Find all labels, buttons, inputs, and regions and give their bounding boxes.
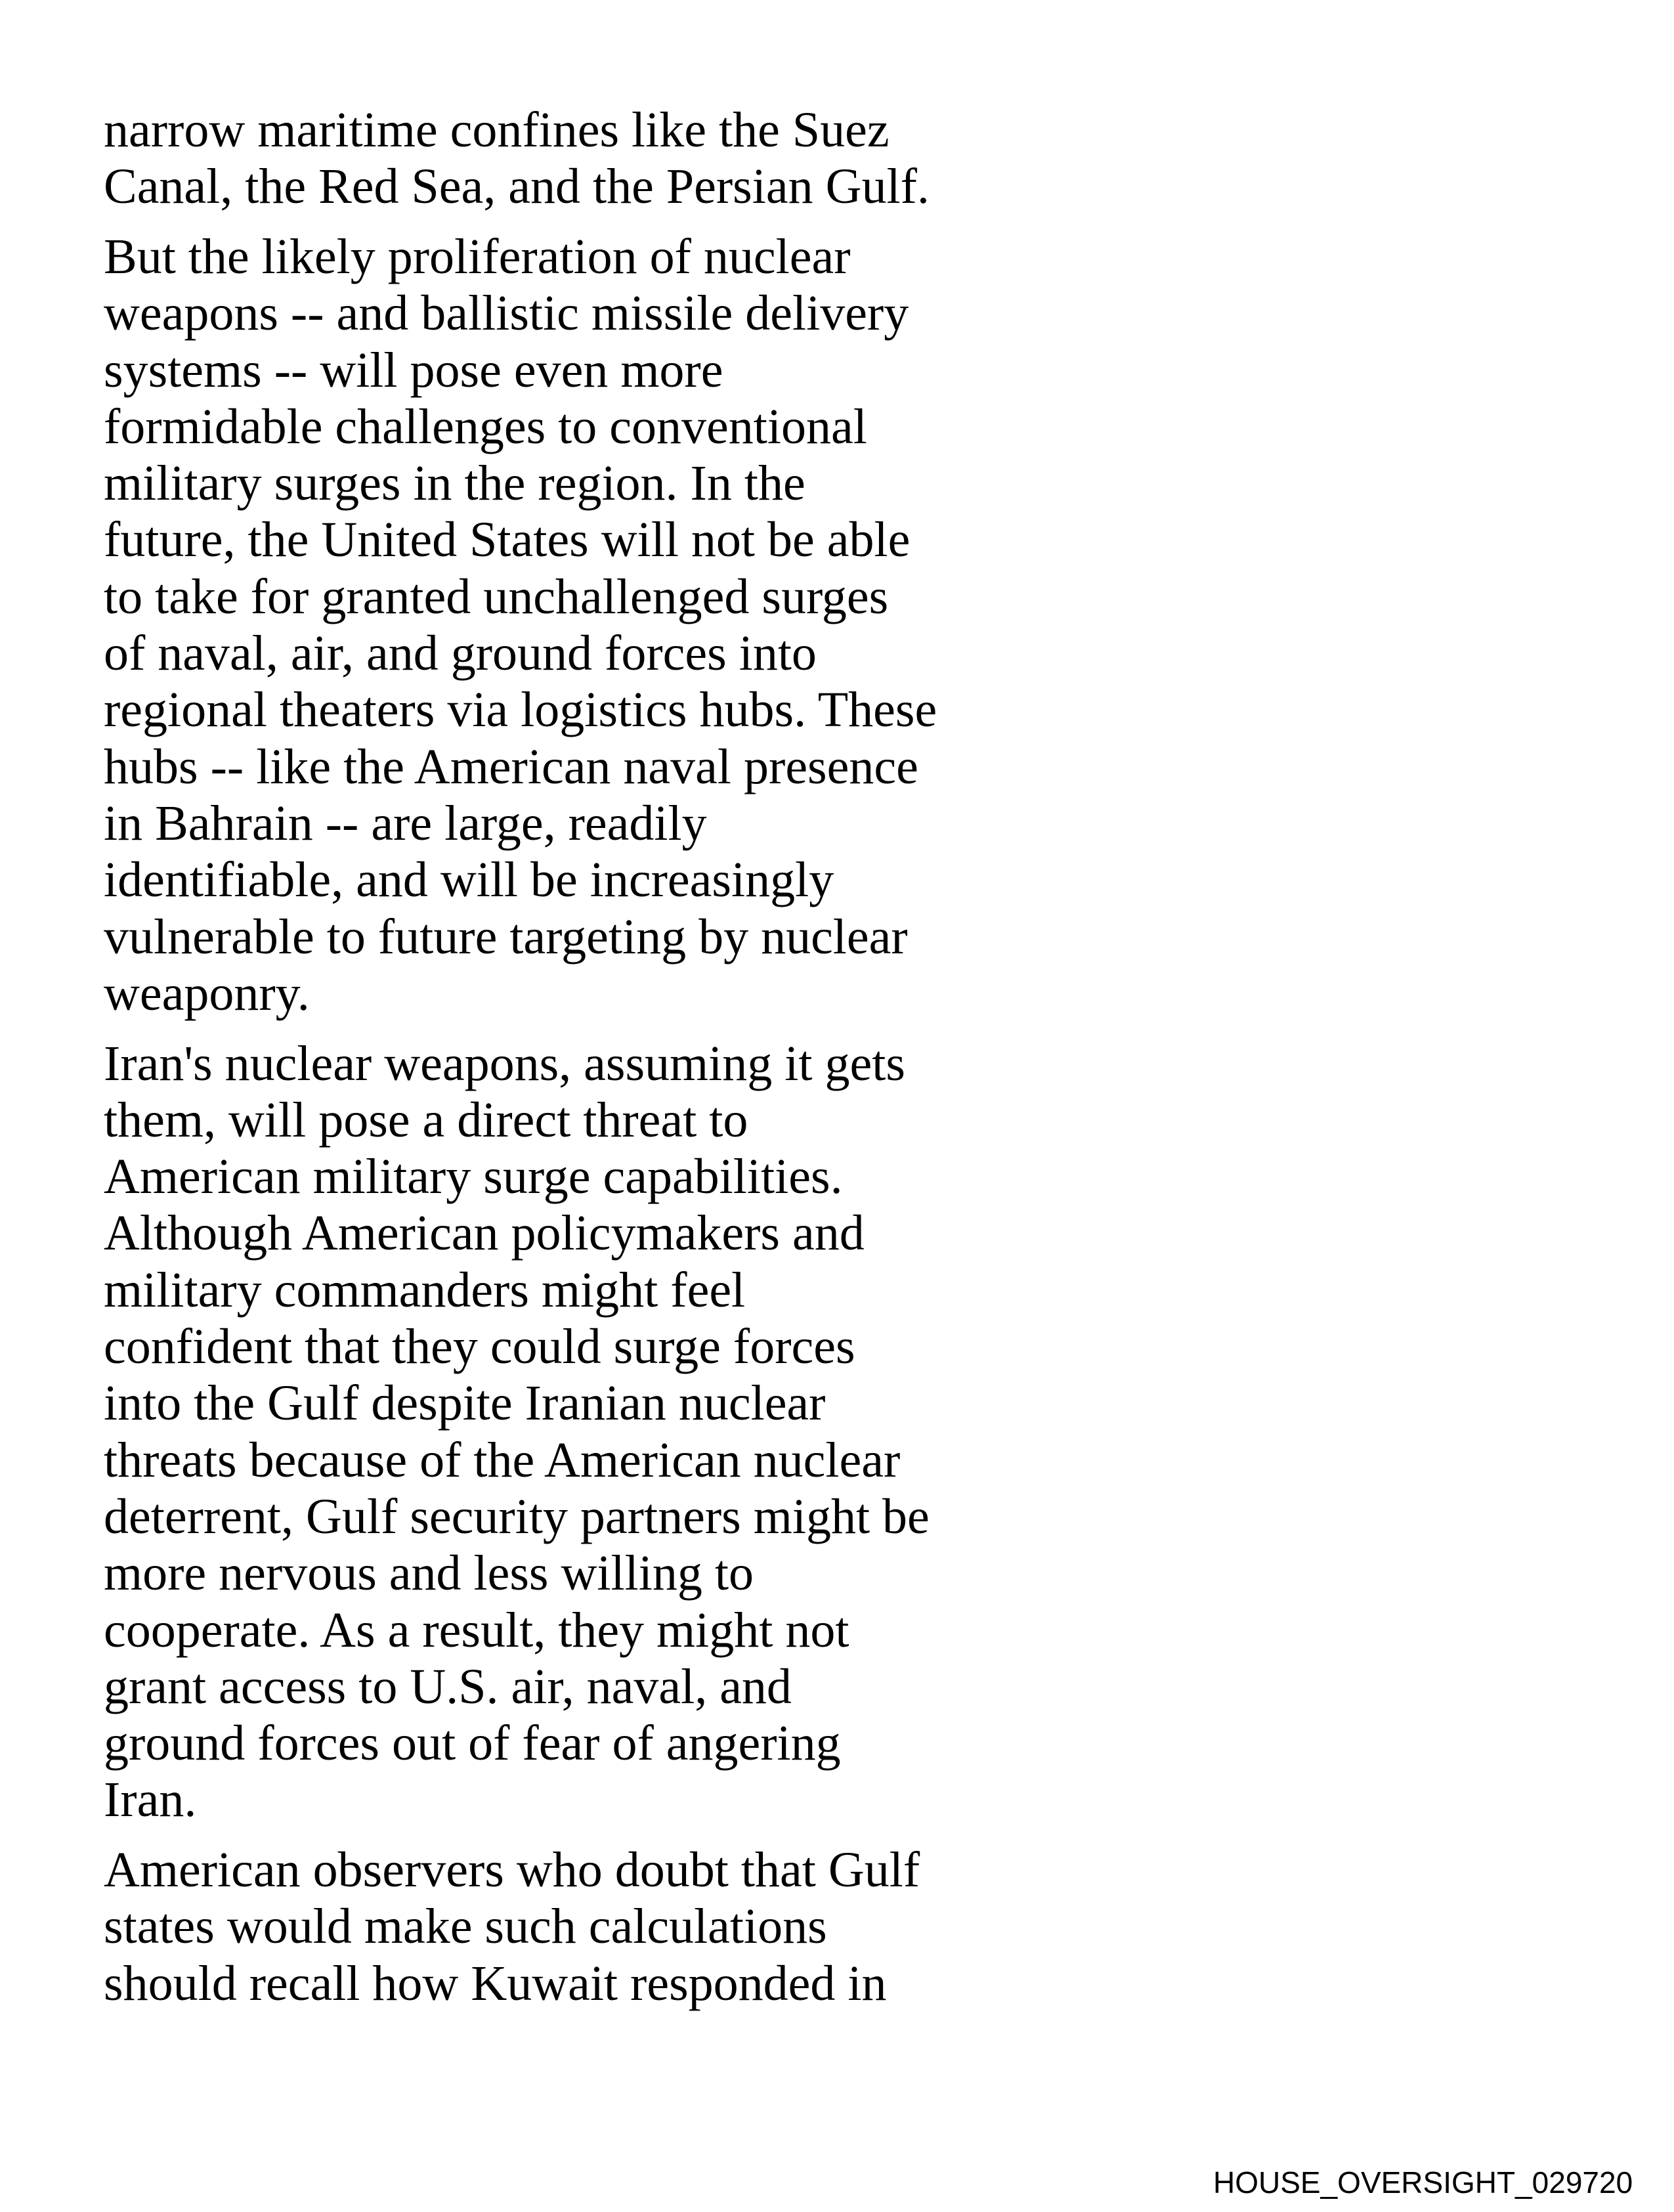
text-line: into the Gulf despite Iranian nuclear (104, 1376, 826, 1431)
text-line: military commanders might feel (104, 1262, 746, 1318)
text-line: military surges in the region. In the (104, 456, 805, 511)
text-line: formidable challenges to conventional (104, 399, 867, 454)
text-line: to take for granted unchallenged surges (104, 569, 889, 624)
text-line: hubs -- like the American naval presence (104, 739, 918, 794)
text-line: Iran's nuclear weapons, assuming it gets (104, 1035, 905, 1091)
text-line: them, will pose a direct threat to (104, 1092, 748, 1148)
text-line: future, the United States will not be able (104, 512, 911, 568)
text-line: should recall how Kuwait responded in (104, 1955, 887, 2011)
paragraph-1 (104, 102, 957, 215)
text-line: more nervous and less willing to (104, 1546, 754, 1601)
text-line: states would make such calculations (104, 1899, 827, 1955)
paragraph-4 (104, 1842, 957, 2012)
text-line: grant access to U.S. air, naval, and (104, 1659, 792, 1714)
text-line: American military surge capabilities. (104, 1149, 843, 1205)
bates-number: HOUSE_OVERSIGHT_029720 (1213, 2165, 1633, 2200)
text-line: vulnerable to future targeting by nuclear (104, 909, 908, 965)
text-line: confident that they could surge forces (104, 1319, 855, 1375)
paragraph-3 (104, 1035, 957, 1829)
text-line: weaponry. (104, 965, 310, 1021)
body-text (104, 102, 957, 2025)
text-line: But the likely proliferation of nuclear (104, 228, 851, 284)
text-line: ground forces out of fear of angering (104, 1716, 841, 1771)
text-line: Although American policymakers and (104, 1205, 865, 1261)
text-line: cooperate. As a result, they might not (104, 1602, 849, 1658)
text-line: regional theaters via logistics hubs. These (104, 682, 937, 738)
text-line: in Bahrain -- are large, readily (104, 795, 707, 851)
text-line: Canal, the Red Sea, and the Persian Gulf. (104, 159, 930, 215)
text-line: systems -- will pose even more (104, 342, 723, 398)
text-line: Iran. (104, 1772, 197, 1828)
text-line: of naval, air, and ground forces into (104, 626, 817, 682)
paragraph-2 (104, 228, 957, 1022)
text-line: weapons -- and ballistic missile delivery (104, 286, 909, 341)
text-line: deterrent, Gulf security partners might be (104, 1488, 930, 1544)
text-line: identifiable, and will be increasingly (104, 852, 834, 908)
text-line: narrow maritime confines like the Suez (104, 102, 890, 158)
text-line: threats because of the American nuclear (104, 1432, 901, 1488)
text-line: American observers who doubt that Gulf (104, 1842, 920, 1898)
